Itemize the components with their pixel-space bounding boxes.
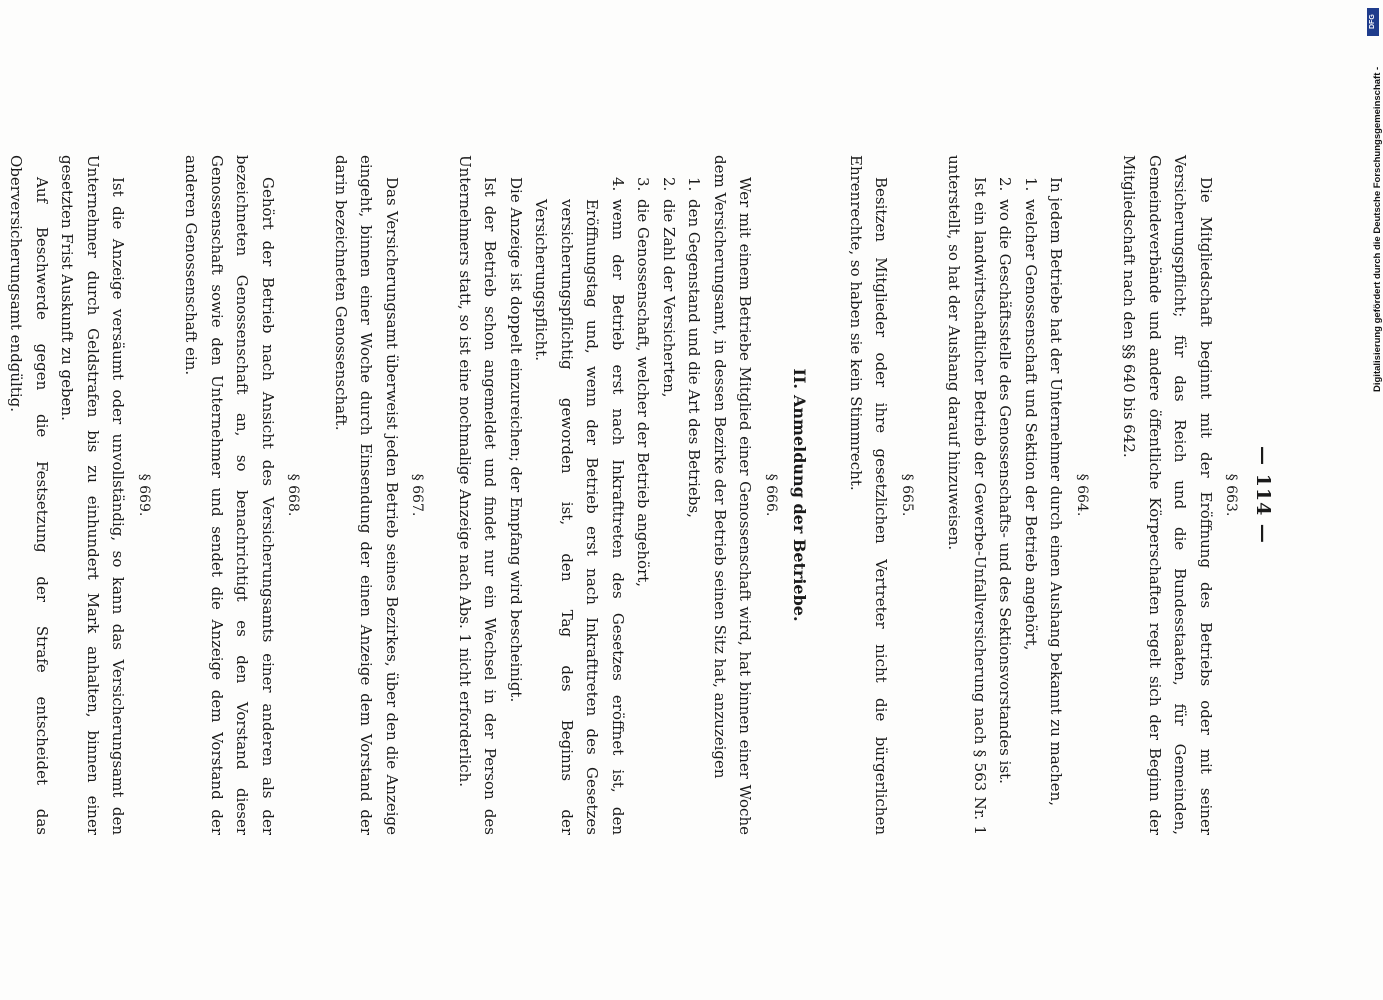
list-item: 4.wenn der Betrieb erst nach Inkrafttreten des Gesetzes eröffnet ist, den Eröffnungstag und, wenn der Betrieb erst nach Inkrafttreten des Gesetzes versicherungspflichtig geworden ist, den Tag des Beginns der Versicherungspflicht. [532, 177, 627, 835]
section-669-para2: Auf Beschwerde gegen die Festsetzung der Strafe entscheidet das Oberversicherungsamt endgültig. [7, 155, 51, 835]
section-664-list [992, 155, 1043, 835]
section-668-text: Gehört der Betrieb nach Ansicht des Versicherungsamts einer anderen als der bezeichneten Genossenschaft an, so benachrichtigt es den Vorstand dieser Genossenschaft sowie den Unternehmer und sendet die Anzeige dem Vorstand der anderen Genossenschaft ein. [182, 155, 277, 835]
section-669-text: Ist die Anzeige versäumt oder unvollständig, so kann das Versicherungsamt den Unternehmer durch Geldstrafen bis zu einhundert Mark anhalten, binnen einer gesetzten Frist Auskunft zu geben. [58, 155, 128, 835]
chapter-title: Anmeldung der Betriebe. [790, 395, 810, 622]
digitization-credit: Digitalisierung gefördert durch die Deutsche Forschungsgemeinschaft - [1372, 66, 1383, 392]
section-667-text: Das Versicherungsamt überweist jeden Betrieb seines Bezirkes, über den die Anzeige eingeht, binnen einer Woche durch Einsendung der einen Anzeige dem Vorstand der darin bezeichneten Genossenschaft. [332, 155, 401, 835]
list-item: 3.die Genossenschaft, welcher der Betrieb angehört, [634, 177, 653, 588]
section-668-heading: § 668. [285, 473, 302, 517]
section-666-para2: Die Anzeige ist doppelt einzureichen; der Empfang wird bescheinigt. [507, 177, 525, 703]
section-666-heading: § 666. [763, 473, 779, 517]
section-664-closing: Ist ein landwirtschaftlicher Betrieb der Gewerbe-Unfallversicherung nach § 563 Nr. 1 unterstellt, so hat der Aushang darauf hinzuweisen. [945, 155, 989, 835]
section-664-intro: In jedem Betriebe hat der Unternehmer durch einen Aushang bekannt zu machen, [1047, 177, 1066, 807]
list-item: 1.den Gegenstand und die Art des Betriebs, [685, 177, 704, 518]
section-669-heading: § 669. [136, 473, 152, 517]
section-665-text: Besitzen Mitglieder oder ihre gesetzlichen Vertreter nicht die bürgerlichen Ehrenrechte, so haben sie kein Stimmrecht. [847, 155, 891, 835]
chapter-number: II. [790, 368, 810, 389]
section-664-heading: § 664. [1074, 473, 1090, 517]
list-item: 1.welcher Genossenschaft und Sektion der Betrieb angehört, [1022, 177, 1040, 651]
section-663-heading: § 663. [1223, 473, 1240, 517]
section-666-intro: Wer mit einem Betriebe Mitglied einer Genossenschaft wird, hat binnen einer Woche dem Versicherungsamt, in dessen Bezirke der Betrieb seinen Sitz hat, anzuzeigen [711, 155, 755, 835]
section-667-heading: § 667. [409, 473, 426, 517]
dfg-logo: DFG [1367, 8, 1379, 36]
list-item: 2.die Zahl der Versicherten, [660, 177, 678, 398]
section-663-text: Die Mitgliedschaft beginnt mit der Eröffnung des Betriebs oder mit seiner Versicherungspflicht; für das Reich und die Bundesstaaten, für Gemeinden, Gemeindeverbände und andere öffentliche Körperschaften regelt sich der Beginn der Mitgliedschaft nach den §§ 640 bis 642. [1120, 155, 1215, 835]
rotated-text-block [3, 155, 1275, 835]
page-number: — 114 — [1252, 446, 1274, 544]
section-666-para3: Ist der Betrieb schon angemeldet und findet nur ein Wechsel in der Person des Unternehmers statt, so ist eine nochmalige Anzeige nach Abs. 1 nicht erforderlich. [456, 155, 500, 835]
section-666-list [528, 155, 707, 835]
chapter-heading [787, 155, 813, 835]
list-item: 2.wo die Geschäftsstelle des Genossenschafts- und des Sektionsvorstandes ist. [996, 177, 1015, 784]
section-665-heading: § 665. [899, 473, 915, 517]
